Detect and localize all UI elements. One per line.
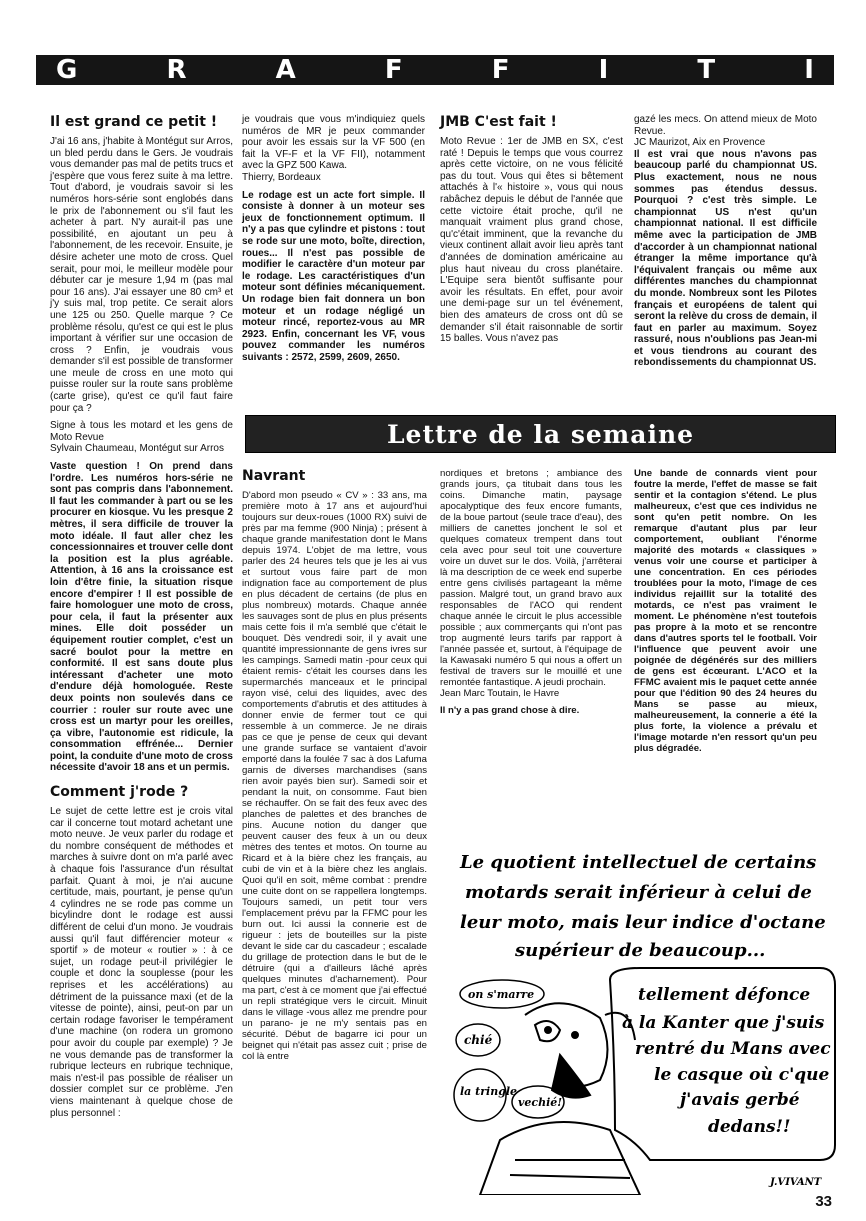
column-2 (242, 114, 425, 369)
cartoon-caption-line: Le quotient intellectuel de certains (460, 852, 817, 873)
banner-letter: I (804, 55, 814, 85)
letter-heading: JMB C'est fait ! (440, 114, 557, 130)
bubble-line: le casque où c'que (654, 1065, 830, 1085)
letter-body: je voudrais que vous m'indiquiez quels numéros de MR je peux commander pour avoir les essais sur la VF 500 (en fait la VF-F et la VF FII), notamment avec la GPZ 500 Kawa. (242, 114, 425, 172)
lettre-reply: Il n'y a pas grand chose à dire. (440, 705, 580, 716)
small-bubble-text: la tringle (460, 1085, 518, 1098)
lettre-de-la-semaine-banner (245, 415, 836, 453)
letter-heading: Comment j'rode ? (50, 784, 189, 801)
bubble-line: à la Kanter que j'suis (622, 1013, 825, 1033)
letter-body: Le sujet de cette lettre est je crois vital car il concerne tout motard achetant une moto neuve. Je veux parler du rodage et du nombre conséquent de méthodes et marches à suivre dont on m'a parlé avec à chaque fois l'assurance d'un résultat parfait. Quant à moi, je n'ai aucune certitude, mais, pourtant, je pense qu'un 4 cylindres ne se rode pas comme un bicylindre dont le rodage est aussi différent de celui d'un mono. Je voudrais aussi qu'il faut différencier moteur « sportif » de moteur « routier » : à ce sujet, un rodage peut-il privilégier le couple et donc la souplesse (pour les reprises et les accélérations) au détriment de la puissance maxi (et de la vitesse de pointe), ainsi, peut-on par un certain rodage favoriser le tempérament d'une machine (on rodera un gromono pour avoir du couple par exemple) ? Je ne vous demande pas de transformer la rubrique lecteurs en rubrique technique, mais n'est-il pas possible de réaliser un dossier complet sur ce problème. J'en viens maintenant à quelque chose de plus personnel : (50, 806, 233, 1119)
cartoon (440, 840, 840, 1195)
bubble-line: dedans!! (708, 1117, 791, 1137)
lettre-column-2 (440, 468, 622, 722)
cartoon-drawing (440, 840, 840, 1195)
graffiti-banner (36, 55, 834, 85)
lettre-banner-title: Lettre de la semaine (386, 419, 695, 449)
lettre-signature: Jean Marc Toutain, le Havre (440, 688, 560, 699)
letter-signature: Sylvain Chaumeau, Montégut sur Arros (50, 443, 224, 455)
bubble-line: rentré du Mans avec (635, 1039, 831, 1059)
letter-body: Moto Revue : 1er de JMB en SX, c'est raté ! Depuis le temps que vous courrez après cette victoire, on ne vous félicité pas du tout. Vous qui êtes si bêtement attachés à l'« histoire », vous qui nous rabâchez depuis le début de l'année que cette victoire était proche, qu'il ne manquait vraiment plus grand chose, qu'c'était imminent, que la revanche du vieux continent allait avoir lieu après tant d'années de domination américaine au plus haut niveau du cross planétaire. L'Equipe sera bientôt suffisante pour avoir les résultats. En effet, pour avoir une demi-page sur un tel événement, bien des amateurs de cross ont dû se demander s'il était raisonnable de sortir 15 balles. Vous n'avez pas (440, 136, 623, 345)
lettre-body: D'abord mon pseudo « CV » : 33 ans, ma première moto à 17 ans et aujourd'hui toujours sur deux-roues (1000 RX) suivi de près par ma femme (900 Ninja) ; présent à chaque grande manifestation dont le Mans depuis 1974. L'objet de ma lettre, vous parler des 24 heures tels que je les ai vus et surtout vous faire part de mon indignation face au comportement de plus en plus décadent de certains (de plus en plus nombreux) motards. Chaque année les sauvages sont de plus en plus présents mais cette fois il m'a semblé que c'était le bouquet. Dès vendredi soir, il y avait une quantité impressionnante de gens ivres sur les campings. Samedi matin -pour ceux qui étaient remis- c'était les courses dans les supermarchés manceaux et le principal rayon visé, celui des liquides, avec des comportements d'abrutis et des attitudes à donner envie de fermer tout ce qui ressemble à un commerce. Je ne dirais pas ce que je pense de ceux qui devant une grande surface se vantaient d'avoir emporté dans la foulée 7 sac à dos Lafuma garnis de diverses marchandises (sans rien avoir payés bien sur). Samedi soir et pendant la nuit, on consomme. Faut bien se réchauffer. On se fait des feux avec des planches de palettes et des branches de pins. Aucune notion du danger que peuvent causer des feux à un ou deux mètres des tentes et motos. On tourne au Ricard et à la bière chez les français, au cubi de vin et à la bière chez les anglais. Quoi qu'il en soit, même combat : prendre une cuite dont on se rappellera longtemps. Toujours samedi, un petit tour vers l'emplacement prévu par la FFMC pour les burn out. Ici aussi la connerie est de rigueur : jets de bouteilles sur la piste devant le side car du cascadeur ; escalade du grillage de protection dans le but de le détruire (qui a d'ailleurs lâché après quelques minutes d'acharnement). Pour ma part, c'est à ce moment que j'ai effectué un repli stratégique vers le circuit. Minuit dans le village -vous allez me prendre pour un parano- je ne m'y sentais pas en sécurité. Début de bagarre ici pour un beignet qui n'était pas assez cuit ; prise de col là entre (242, 490, 427, 1062)
banner-letter: T (697, 55, 716, 85)
editor-answer: Vaste question ! On prend dans l'ordre. Les numéros hors-série ne sont pas compris dans l'abonnement. Il faut les commander à part ou se les procurer en kiosque. Vu les presque 2 mètres, il sera difficile de trouver la moto idéale. Il faut aller chez les concessionnaires et trouver celle dont la position est la plus agréable. Attention, à 16 ans la croissance est loin d'être finie, la situation risque encore d'empirer ! Il est possible de faire homologuer une moto de cross, pour cela, il faut la présenter aux mines. Elle doit posséder un équipement routier complet, c'est un sacré boulot pour la mettre en conformité. Il est sans doute plus intéressant d'acheter une moto d'endure déjà homologuée. Reste deux points non soulevés dans ce courrier : rouler sur route avec une cross est un martyr pour les oreilles, ça vibre, l'autonomie est ridicule, la consommation effrénée... Dernier point, la conduite d'une moto de cross nécessite d'avoir 18 ans et un permis. (50, 461, 233, 774)
letter-body: J'ai 16 ans, j'habite à Montégut sur Arros, un bled perdu dans le Gers. Je voudrais vous demander pas mal de petits trucs et j'espère que vous ferez suite à ma lettre. Tout d'abord, je voudrais savoir si les numéros hors-série sont englobés dans le prix de l'abonnement ou s'il faut les acheter à part. N'y aurait-il pas une possibilité, en ajoutant un peu à l'abonnement, de les recevoir. Ensuite, je désire acheter une moto de cross. Quel serait, pour moi, le meilleur modèle pour débuter car je mesure 1,94 m (pas mal pour 16 ans). J'ai essayer une 80 cm³ et j'y suis mal, trop petite. Ce serait alors une 125 ou 250. Quelle marque ? Ce problème résolu, qu'est ce qui est le plus important à vérifier sur une occasion de cross ? Enfin, je voudrais vous demander s'il est possible de transformer une meule de cross en une moto qui puisse rouler sur la route sans problème (carte grise), qu'est ce qu'il faut faire pour ça ? (50, 136, 233, 414)
banner-letter: F (491, 55, 510, 85)
editor-answer: Il est vrai que nous n'avons pas beaucoup parlé du championnat US. Plus exactement, nous ne nous sommes pas étendus dessus. Pourquoi ? c'est très simple. Le championnat US n'est qu'un championnat national. Il est difficile même avec la participation de JMB d'accorder à un championnat national étranger la même importance qu'à l'équivalent français ou même aux différentes manches du championnat du monde. Nombreux sont les Pilotes français et européens de talent qui seront la relève du cross de demain, il faut en parler au maximum. Soyez rassuré, nous n'oublions pas Jean-mi et vous tiendrons au courant des rebondissements du championnat US. (634, 148, 817, 369)
small-bubble-text: chié (464, 1033, 493, 1047)
lettre-reply-body: Une bande de connards vient pour foutre la merde, l'effet de masse se fait sentir et la contagion s'étend. Le plus malheureux, c'est que ces individus ne sont qu'en petit nombre. On les remarque d'autant plus par leur comportement, oubliant l'énorme majorité des motards « classiques » venus voir une course et participer à une concentration. En ces périodes troublées pour la moto, l'image de ces individus rejaillit sur la totalité des motards, ce n'est pas vraiment le moment. Le phénomène n'est toutefois pas propre à la moto et se rencontre dans d'autres sports tel le football. Voir l'influence que peuvent avoir une poignée de dégénérés sur des milliers de gens est écœurant. L'ACO et la FFMC avaient mis le paquet cette année pour que l'édition 90 des 24 heures du Mans se passe au mieux, malheureusement, la connerie a été la plus forte, la violence a prévalu et l'image motarde n'en ressort qu'un peu plus dégradée. (634, 468, 817, 754)
letter-signature: Thierry, Bordeaux (242, 171, 321, 183)
small-bubble-text: vechié! (518, 1096, 563, 1109)
lettre-body: nordiques et bretons ; ambiance des grands jours, ça titubait dans tous les coins. Dimanche matin, paysage apocalyptique des feux encore fumants, de la boue partout (seule trace d'eau), des milliers de canettes jonchent le sol et quelques comateux trempent dans tout cela avec pour seul toit une couverture voire un duvet sur le dos. Voilà, j'arrêterai là ma description de ce week end superbe entre gens civilisés partageant la même passion. Malgré tout, un grand bravo aux responsables de l'ACO qui rendent chaque année le circuit le plus accessible possible ; aux commerçants qui n'ont pas trop augmenté leurs tarifs par rapport à l'année passée et, surtout, à l'équipage de la Kawasaki numéro 5 qui nous a offert un festival de travers sur le mouillé et une remontée fantastique. A jeudi prochain. (440, 468, 622, 688)
banner-letter: I (598, 55, 609, 85)
column-1 (50, 114, 233, 1125)
cartoon-caption-line: leur moto, mais leur indice d'octane (460, 912, 826, 933)
column-4 (634, 114, 817, 375)
lettre-column-1 (242, 468, 427, 1068)
bubble-line: tellement défonce (638, 985, 811, 1005)
editor-answer: Le rodage est un acte fort simple. Il consiste à donner à un moteur ses jeux de fonctionnement optimum. Il n'y a pas que cylindre et pistons : tout se rode sur une moto, boîte, direction, roues... Il n'est pas possible de modifier le caractère d'un moteur par le rodage. Les caractéristiques d'un moteur sont définies mécaniquement. Un rodage bien fait donnera un bon moteur et un rodage négligé un moteur rincé, reportez-vous au MR 2923. Enfin, concernant les VF, vous pouvez commander les numéros suivants : 2572, 2599, 2609, 2650. (242, 189, 425, 363)
lettre-column-3 (634, 468, 817, 760)
letter-body: gazé les mecs. On attend mieux de Moto Revue. (634, 114, 817, 137)
letter-heading: Il est grand ce petit ! (50, 114, 218, 130)
small-bubble-text: on s'marre (468, 988, 535, 1001)
banner-letter: F (384, 55, 403, 85)
banner-letter: A (275, 55, 296, 85)
lettre-heading: Navrant (242, 468, 306, 484)
banner-letter: G (56, 55, 78, 85)
cartoon-caption-line: supérieur de beaucoup... (515, 940, 766, 961)
cartoon-signature: J.VIVANT (770, 1177, 822, 1188)
banner-letter: R (166, 55, 187, 85)
letter-signature: JC Maurizot, Aix en Provence (634, 137, 766, 149)
bubble-line: j'avais gerbé (680, 1090, 800, 1110)
letter-closing: Signe à tous les motard et les gens de Moto Revue (50, 420, 233, 443)
cartoon-caption-line: motards serait inférieur à celui de (465, 882, 812, 903)
column-3 (440, 114, 623, 351)
page-number: 33 (815, 1193, 832, 1210)
